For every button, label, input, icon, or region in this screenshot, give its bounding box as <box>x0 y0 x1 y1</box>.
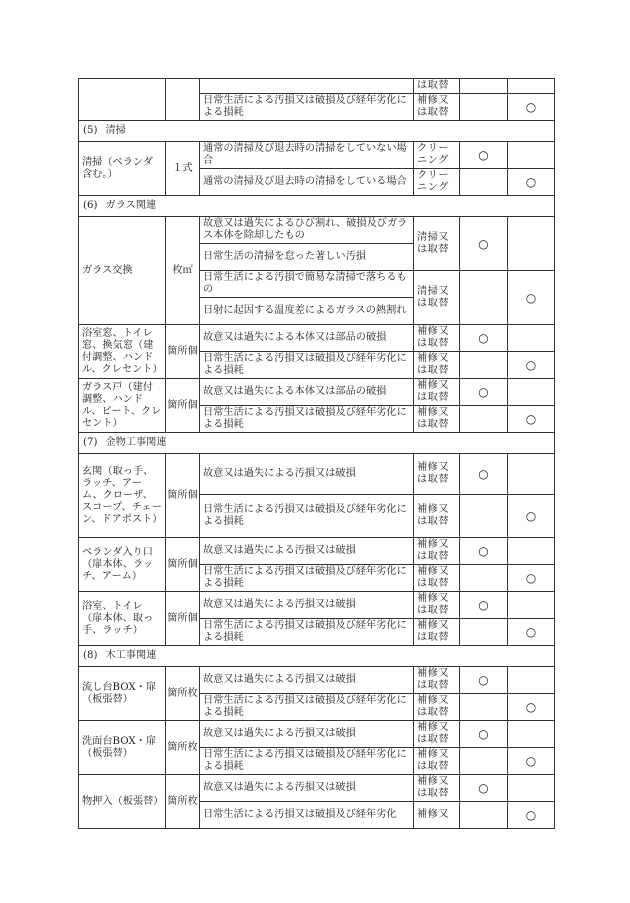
tenant-burden-mark: ○ <box>460 592 508 619</box>
section-header-row <box>79 196 555 217</box>
condition-cell: 故意又は過失による本体又は部品の破損 <box>200 379 414 406</box>
item-name-cell: 浴室窓、トイレ窓、換気窓（建付調整、ハンドル、クレセント） <box>79 325 166 379</box>
unit-cell: 箇所個 <box>166 538 200 592</box>
method-cell: 補修又は取替 <box>414 352 460 379</box>
owner-burden-mark <box>508 667 555 694</box>
method-cell: 補修又は取替 <box>414 538 460 565</box>
tenant-burden-mark: ○ <box>460 775 508 802</box>
condition-cell: 故意又は過失による汚損又は破損 <box>200 667 414 694</box>
condition-cell: 日常生活による汚損又は破損及び経年劣化による損耗 <box>200 94 414 121</box>
owner-burden-mark <box>508 142 555 169</box>
owner-burden-mark: ○ <box>508 802 555 829</box>
tenant-burden-mark <box>460 79 508 94</box>
method-cell: 補修又は取替 <box>414 495 460 538</box>
condition-cell: 日常生活による汚損又は破損及び経年劣化による損耗 <box>200 565 414 592</box>
restoration-cost-table <box>78 78 555 829</box>
method-cell: 補修又は取替 <box>414 619 460 646</box>
table-row <box>79 592 555 619</box>
section-header <box>79 196 555 217</box>
item-name-cell: 流し台BOX・扉（板張替） <box>79 667 166 721</box>
owner-burden-mark: ○ <box>508 94 555 121</box>
unit-cell: １式 <box>166 142 200 196</box>
table-row <box>79 379 555 406</box>
condition-cell: 日常生活による汚損又は破損及び経年劣化による損耗 <box>200 406 414 433</box>
owner-burden-mark: ○ <box>508 495 555 538</box>
condition-cell: 故意又は過失による汚損又は破損 <box>200 592 414 619</box>
condition-cell: 通常の清掃及び退去時の清掃をしていない場合 <box>200 142 414 169</box>
tenant-burden-mark <box>460 619 508 646</box>
condition-cell: 日常生活による汚損又は破損及び経年劣化による損耗 <box>200 619 414 646</box>
owner-burden-mark: ○ <box>508 406 555 433</box>
condition-cell: 日常生活による汚損又は破損及び経年劣化による損耗 <box>200 694 414 721</box>
table-row <box>79 538 555 565</box>
unit-cell: 枚㎡ <box>166 217 200 325</box>
tenant-burden-mark <box>460 802 508 829</box>
method-cell: 補修又は取替 <box>414 94 460 121</box>
section-header-row <box>79 646 555 667</box>
section-title: 金物工事関連 <box>105 437 167 448</box>
owner-burden-mark: ○ <box>508 271 555 325</box>
method-cell: 補修又は取替 <box>414 325 460 352</box>
method-cell: クリーニング <box>414 169 460 196</box>
tenant-burden-mark <box>460 565 508 592</box>
table-row <box>79 217 555 244</box>
tenant-burden-mark: ○ <box>460 721 508 748</box>
tenant-burden-mark: ○ <box>460 667 508 694</box>
owner-burden-mark <box>508 592 555 619</box>
tenant-burden-mark <box>460 94 508 121</box>
tenant-burden-mark <box>460 352 508 379</box>
section-header-row <box>79 121 555 142</box>
condition-cell: 故意又は過失による本体又は部品の破損 <box>200 325 414 352</box>
condition-cell: 日常生活の清掃を怠った著しい汚損 <box>200 244 414 271</box>
method-cell: 補修又は取替 <box>414 454 460 495</box>
method-cell: 補修又は取替 <box>414 721 460 748</box>
method-cell: 補修又は取替 <box>414 775 460 802</box>
section-number: (5) <box>83 125 98 136</box>
tenant-burden-mark: ○ <box>460 379 508 406</box>
tenant-burden-mark <box>460 271 508 325</box>
section-header-row <box>79 433 555 454</box>
condition-cell: 故意又は過失による汚損又は破損 <box>200 775 414 802</box>
owner-burden-mark: ○ <box>508 352 555 379</box>
owner-burden-mark: ○ <box>508 619 555 646</box>
condition-cell: 日常生活による汚損又は破損及び経年劣化による損耗 <box>200 495 414 538</box>
item-name-cell: 洗面台BOX・扉（板張替） <box>79 721 166 775</box>
condition-cell: 日常生活による汚損又は破損及び経年劣化 <box>200 802 414 829</box>
method-cell: は取替 <box>414 79 460 94</box>
unit-cell: 箇所個 <box>166 454 200 538</box>
table-row <box>79 721 555 748</box>
unit-cell: 箇所枚 <box>166 667 200 721</box>
unit-cell <box>166 79 200 121</box>
section-number: (7) <box>83 437 98 448</box>
item-name-cell: ガラス戸（建付調整、ハンドル、ビート、クレセント） <box>79 379 166 433</box>
table-row <box>79 667 555 694</box>
owner-burden-mark: ○ <box>508 169 555 196</box>
condition-cell: 故意又は過失による汚損又は破損 <box>200 538 414 565</box>
section-header <box>79 121 555 142</box>
method-cell: 補修又は取替 <box>414 565 460 592</box>
unit-cell: 箇所個 <box>166 325 200 379</box>
owner-burden-mark: ○ <box>508 748 555 775</box>
tenant-burden-mark: ○ <box>460 325 508 352</box>
section-title: 木工事関連 <box>105 650 157 661</box>
table-row <box>79 325 555 352</box>
owner-burden-mark <box>508 379 555 406</box>
condition-cell: 故意又は過失による汚損又は破損 <box>200 454 414 495</box>
section-title: ガラス関連 <box>105 200 157 211</box>
method-cell: 清掃又は取替 <box>414 271 460 325</box>
tenant-burden-mark <box>460 748 508 775</box>
owner-burden-mark <box>508 538 555 565</box>
section-number: (8) <box>83 650 98 661</box>
owner-burden-mark <box>508 325 555 352</box>
owner-burden-mark <box>508 775 555 802</box>
owner-burden-mark <box>508 79 555 94</box>
section-number: (6) <box>83 200 98 211</box>
unit-cell: 箇所個 <box>166 592 200 646</box>
item-name-cell: ベランダ入り口（扉本体、ラッチ、アーム） <box>79 538 166 592</box>
unit-cell: 箇所枚 <box>166 775 200 829</box>
condition-cell: 日射に起因する温度差によるガラスの熱割れ <box>200 298 414 325</box>
owner-burden-mark <box>508 721 555 748</box>
item-name-cell <box>79 79 166 121</box>
method-cell: 補修又 <box>414 802 460 829</box>
tenant-burden-mark: ○ <box>460 217 508 271</box>
tenant-burden-mark: ○ <box>460 142 508 169</box>
tenant-burden-mark <box>460 406 508 433</box>
owner-burden-mark: ○ <box>508 565 555 592</box>
method-cell: 補修又は取替 <box>414 379 460 406</box>
table-row <box>79 142 555 169</box>
table-row <box>79 775 555 802</box>
method-cell: 清掃又は取替 <box>414 217 460 271</box>
section-header <box>79 646 555 667</box>
section-title: 清掃 <box>105 125 126 136</box>
tenant-burden-mark <box>460 694 508 721</box>
method-cell: クリーニング <box>414 142 460 169</box>
section-header <box>79 433 555 454</box>
method-cell: 補修又は取替 <box>414 406 460 433</box>
condition-cell: 故意又は過失による汚損又は破損 <box>200 721 414 748</box>
condition-cell: 通常の清掃及び退去時の清掃をしている場合 <box>200 169 414 196</box>
method-cell: 補修又は取替 <box>414 748 460 775</box>
unit-cell: 箇所個 <box>166 379 200 433</box>
tenant-burden-mark: ○ <box>460 538 508 565</box>
unit-cell: 箇所枚 <box>166 721 200 775</box>
item-name-cell: 玄関（取っ手、ラッチ、アーム、クローザ、スコープ、チェーン、ドアポスト） <box>79 454 166 538</box>
item-name-cell: 浴室、トイレ（扉本体、取っ手、ラッチ） <box>79 592 166 646</box>
owner-burden-mark <box>508 217 555 271</box>
condition-cell: 日常生活による汚損又は破損及び経年劣化による損耗 <box>200 748 414 775</box>
condition-cell: 故意又は過失によるひび割れ、破損及びガラス本体を除却したもの <box>200 217 414 244</box>
method-cell: 補修又は取替 <box>414 667 460 694</box>
item-name-cell: 物押入（板張替） <box>79 775 166 829</box>
tenant-burden-mark <box>460 495 508 538</box>
tenant-burden-mark: ○ <box>460 454 508 495</box>
tenant-burden-mark <box>460 169 508 196</box>
table-row <box>79 79 555 94</box>
item-name-cell: 清掃（ベランダ含む。） <box>79 142 166 196</box>
table-row <box>79 454 555 495</box>
condition-cell: 日常生活による汚損又は破損及び経年劣化による損耗 <box>200 352 414 379</box>
method-cell: 補修又は取替 <box>414 694 460 721</box>
condition-cell <box>200 79 414 94</box>
owner-burden-mark <box>508 454 555 495</box>
owner-burden-mark: ○ <box>508 694 555 721</box>
item-name-cell: ガラス交換 <box>79 217 166 325</box>
method-cell: 補修又は取替 <box>414 592 460 619</box>
condition-cell: 日常生活による汚損で簡易な清掃で落ちるもの <box>200 271 414 298</box>
